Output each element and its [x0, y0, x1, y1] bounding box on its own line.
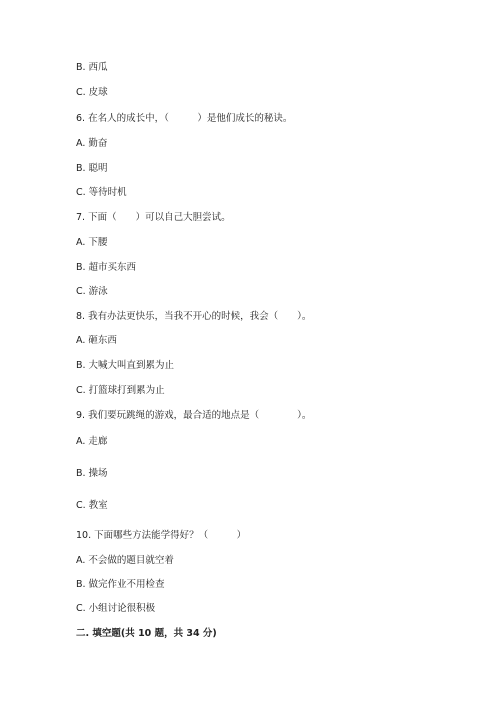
question-10: 10. 下面哪些方法能学得好？（ ）	[76, 530, 247, 541]
question-9: 9. 我们要玩跳绳的游戏，最合适的地点是（ ）。	[76, 410, 312, 421]
q9-option-b: B. 操场	[76, 468, 108, 479]
q8-option-b: B. 大喊大叫直到累为止	[76, 360, 175, 371]
q6-option-a: A. 勤奋	[76, 138, 108, 149]
option-c-ball: C. 皮球	[76, 87, 108, 98]
q8-option-c: C. 打篮球打到累为止	[76, 385, 165, 396]
q9-option-c: C. 教室	[76, 500, 108, 511]
q7-option-c: C. 游泳	[76, 286, 108, 297]
option-b-watermelon: B. 西瓜	[76, 62, 108, 73]
q10-option-b: B. 做完作业不用检查	[76, 579, 165, 590]
question-8: 8. 我有办法更快乐，当我不开心的时候，我会（ ）。	[76, 311, 312, 322]
q8-option-a: A. 砸东西	[76, 335, 117, 346]
q9-option-a: A. 走廊	[76, 436, 108, 447]
q6-option-c: C. 等待时机	[76, 187, 127, 198]
question-6: 6. 在名人的成长中，（ ）是他们成长的秘诀。	[76, 113, 293, 124]
section-heading-fill-in: 二. 填空题(共 10 题，共 34 分)	[76, 628, 217, 639]
q6-option-b: B. 聪明	[76, 163, 108, 174]
q10-option-a: A. 不会做的题目就空着	[76, 555, 174, 566]
q7-option-a: A. 下腰	[76, 237, 108, 248]
q7-option-b: B. 超市买东西	[76, 262, 137, 273]
question-7: 7. 下面（ ）可以自己大胆尝试。	[76, 212, 231, 223]
q10-option-c: C. 小组讨论很积极	[76, 603, 156, 614]
